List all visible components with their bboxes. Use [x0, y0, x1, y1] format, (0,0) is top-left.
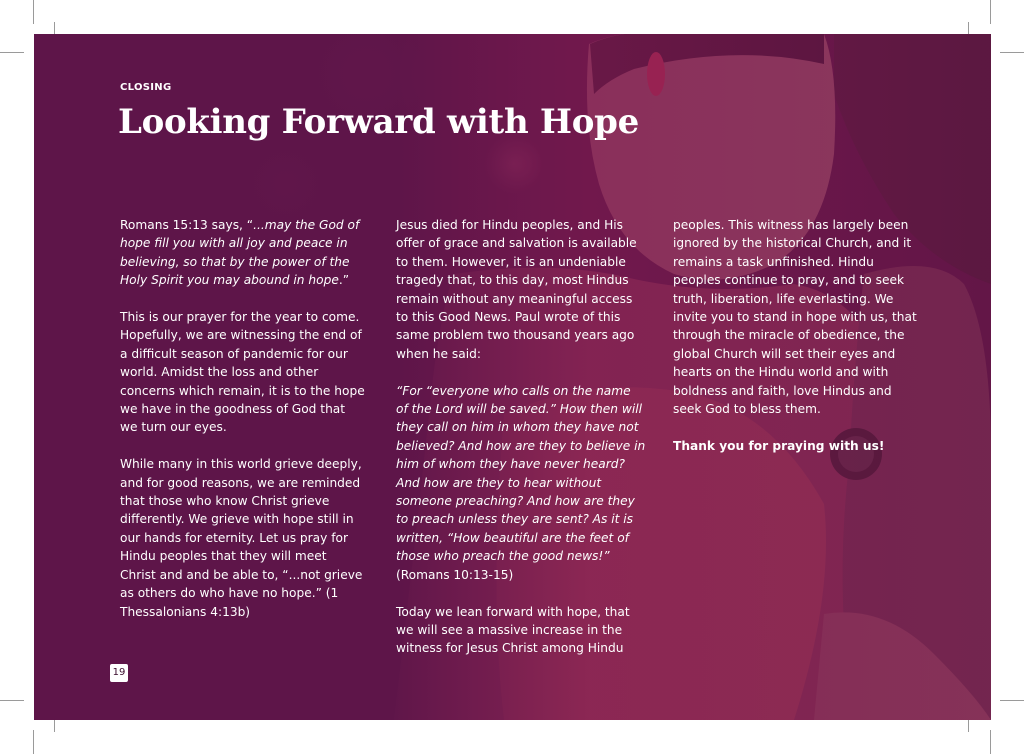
- scripture-quote: “For “everyone who calls on the name of the Lord will be saved.” How then will they call on him in whom they have not believed? And how are they to believe in him of whom they have never heard? And how are they to hear without someone preaching? And how are they to preach unless they are sent? As it is written, “How beautiful are the feet of those who preach the good news!”: [396, 383, 646, 564]
- crop-mark: [1000, 700, 1024, 701]
- crop-mark: [990, 730, 991, 754]
- scripture-quote: ...may the God of hope fill you with all joy and peace in believing, so that by the power of the Holy Spirit you may abound in hope: [120, 218, 360, 288]
- paragraph: While many in this world grieve deeply, and for good reasons, we are reminded that those who know Christ grieve differently. We grieve with hope still in our hands for eternity. Let us pray for Hindu peoples that they will meet Christ and and be able to, “...not grieve as others do who have no hope.” (1 Thessalonians 4:13b): [120, 457, 363, 619]
- page-title: Looking Forward with Hope: [118, 102, 639, 142]
- crop-mark: [33, 0, 34, 24]
- crop-mark: [0, 700, 24, 701]
- crop-mark: [0, 52, 24, 53]
- section-label: CLOSING: [120, 82, 172, 93]
- closing-line: Thank you for praying with us!: [673, 438, 885, 453]
- crop-mark: [1000, 52, 1024, 53]
- paragraph: peoples. This witness has largely been ignored by the historical Church, and it remains a task unfinished. Hindu peoples continue to pray, and to seek truth, liberation, life everlasting. We invite you to stand in hope with us, that through the miracle of obedience, the global Church will set their eyes and hearts on the Hindu world and with boldness and faith, love Hindus and seek God to bless them.: [673, 218, 917, 417]
- paragraph: This is our prayer for the year to come. Hopefully, we are witnessing the end of a difficult season of pandemic for our world. Amidst the loss and other concerns which remain, it is to the hope we have in the goodness of God that we turn our eyes.: [120, 310, 365, 435]
- paragraph: Jesus died for Hindu peoples, and His offer of grace and salvation is available to them. However, it is an undeniable tragedy that, to this day, most Hindus remain without any meaningful access to this Good News. Paul wrote of this same problem two thousand years ago when he said:: [396, 218, 637, 361]
- paragraph: [396, 382, 646, 584]
- page-number: 19: [110, 664, 128, 682]
- text-column-1: [120, 216, 366, 621]
- crop-mark: [33, 730, 34, 754]
- text-column-2: [396, 216, 646, 658]
- scripture-reference: (Romans 10:13-15): [396, 567, 514, 582]
- paragraph: Today we lean forward with hope, that we will see a massive increase in the witness for Jesus Christ among Hindu: [396, 604, 630, 656]
- paragraph-text: .”: [338, 273, 350, 288]
- text-column-3: [673, 216, 923, 455]
- paragraph: [120, 216, 366, 290]
- paragraph-text: Romans 15:13 says, “: [120, 218, 254, 232]
- crop-mark: [990, 0, 991, 24]
- brochure-page: [34, 34, 991, 720]
